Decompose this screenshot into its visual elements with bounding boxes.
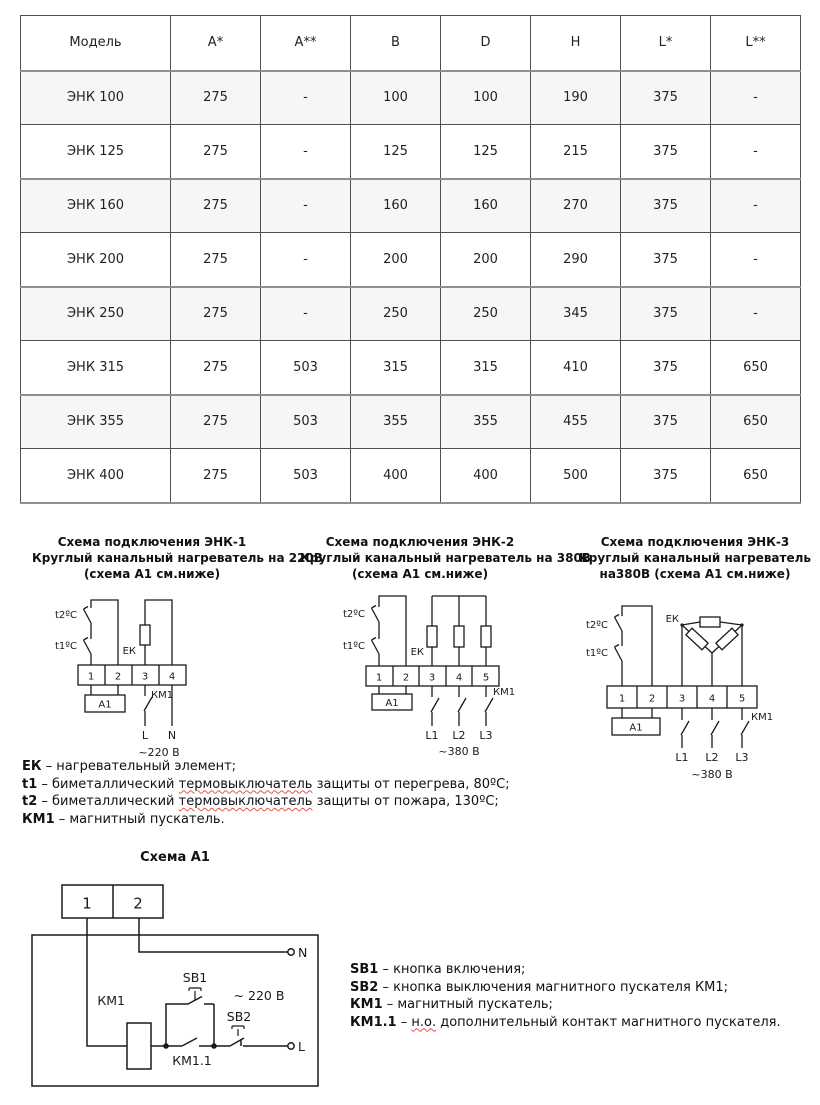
table-header-row [21, 16, 801, 71]
table-cell: 275 [171, 341, 261, 395]
table-cell: 355 [441, 395, 531, 449]
a1-neutral-line [139, 918, 307, 960]
table-row [21, 341, 801, 395]
table-cell: ЭНК 315 [21, 341, 171, 395]
km1-label: КМ1 [97, 993, 125, 1008]
enk3-title-line2: Круглый канальный нагреватель [578, 551, 811, 565]
t2-label: t2ºC [55, 610, 77, 621]
enk2-title-line1: Схема подключения ЭНК-2 [325, 535, 515, 549]
table-cell: ЭНК 100 [21, 71, 171, 125]
table-cell: 355 [351, 395, 441, 449]
table-cell: 125 [441, 125, 531, 179]
enk3-title-line1: Схема подключения ЭНК-3 [600, 535, 790, 549]
heater-element-icon [700, 617, 720, 627]
enk2-title-line3: (схема А1 см.ниже) [351, 567, 489, 581]
table-cell: 375 [621, 71, 711, 125]
enk2-title [300, 534, 591, 582]
table-cell: 190 [531, 71, 621, 125]
table-row [21, 125, 801, 179]
enk1-a1-block [85, 685, 125, 712]
legend-item: КМ1 – магнитный пускатель; [350, 997, 553, 1012]
table-cell: 455 [531, 395, 621, 449]
table-cell: ЭНК 160 [21, 179, 171, 233]
table-cell: 503 [261, 341, 351, 395]
table-cell: 275 [171, 179, 261, 233]
table-cell: - [261, 125, 351, 179]
table-cell: - [261, 233, 351, 287]
table-head [21, 16, 801, 71]
table-header-cell: A* [171, 16, 261, 71]
table-cell: - [261, 71, 351, 125]
phase-l3-label: L3 [735, 751, 749, 764]
enk1-terminal-strip [78, 665, 186, 685]
legend-underlined-word: термовыключатель [178, 776, 313, 792]
legend-item: КМ1.1 – н.о. дополнительный контакт магнитного пускателя. [350, 1014, 781, 1030]
table-cell: - [711, 179, 801, 233]
a1-main-line [87, 918, 217, 1069]
a1-label: А1 [385, 698, 399, 709]
table-header-cell: L* [621, 16, 711, 71]
voltage-label: ~380 В [438, 745, 480, 758]
a1-sb2-and-l [214, 988, 305, 1054]
km1-coil [127, 1023, 151, 1069]
legend-item: КМ1 – магнитный пускатель. [22, 811, 225, 827]
table-cell: - [711, 125, 801, 179]
heater-element-icon [481, 626, 491, 647]
km1-label: КМ1 [151, 690, 174, 701]
table-cell: 315 [441, 341, 531, 395]
table-cell: 375 [621, 395, 711, 449]
enk3-circuit-diagram [580, 598, 820, 786]
legend-term: SB1 [350, 962, 379, 977]
table-cell: 200 [351, 233, 441, 287]
sb2-push-actuator-icon [232, 1026, 244, 1036]
a1-label: А1 [629, 722, 643, 734]
sb1-label: SB1 [182, 970, 208, 985]
enk3-supply [675, 708, 773, 781]
table-cell: 275 [171, 71, 261, 125]
table-cell: - [711, 287, 801, 341]
table-cell: 160 [441, 179, 531, 233]
enk1-title-line1: Схема подключения ЭНК-1 [57, 535, 247, 549]
table-row [21, 233, 801, 287]
table-cell: 375 [621, 125, 711, 179]
phase-l2-label: L2 [705, 751, 719, 764]
table-cell: 503 [261, 395, 351, 449]
terminal-2: 2 [114, 671, 122, 683]
table-row [21, 179, 801, 233]
legend-underlined-word: н.о. [411, 1014, 437, 1030]
table-cell: 345 [531, 287, 621, 341]
voltage-label: ~ 220 В [233, 988, 285, 1003]
legend-term: SB2 [350, 979, 379, 995]
table-cell: 275 [171, 395, 261, 449]
enk3-thermal-switch-loop [586, 606, 652, 686]
enk2-title-line2: Круглый канальный нагреватель на 380В [300, 551, 591, 565]
enk3-title [575, 534, 815, 582]
legend-term: t1 [22, 776, 38, 792]
phase-l3-label: L3 [479, 729, 493, 742]
terminal-1: 1 [618, 693, 626, 705]
table-cell: - [261, 287, 351, 341]
enk1-thermal-switch-loop [55, 600, 118, 665]
table-cell: 290 [531, 233, 621, 287]
terminal-5: 5 [482, 672, 490, 684]
table-cell: 375 [621, 341, 711, 395]
table-cell: 500 [531, 449, 621, 503]
sb2-label: SB2 [226, 1009, 252, 1024]
table-cell: 275 [171, 287, 261, 341]
table-cell: - [711, 233, 801, 287]
phase-l-label: L [298, 1039, 305, 1054]
table-cell: 375 [621, 179, 711, 233]
table-cell: 270 [531, 179, 621, 233]
legend-term: КМ1 [350, 997, 383, 1012]
terminal-1: 1 [82, 894, 92, 913]
ek-label: ЕК [122, 646, 136, 657]
table-cell: ЭНК 200 [21, 233, 171, 287]
table-cell: 375 [621, 287, 711, 341]
enk2-heater-branches [411, 596, 491, 666]
table-cell: - [711, 71, 801, 125]
ek-label: ЕК [665, 614, 679, 625]
terminal-3: 3 [678, 693, 686, 705]
table-cell: 400 [441, 449, 531, 503]
enk1-supply [138, 685, 179, 759]
table-header-cell: L** [711, 16, 801, 71]
t2-label: t2ºC [586, 620, 608, 631]
ek-label: ЕК [410, 647, 424, 658]
phase-l2-label: L2 [452, 729, 466, 742]
heater-element-icon [140, 625, 150, 645]
terminal-3: 3 [428, 672, 436, 684]
table-cell: 410 [531, 341, 621, 395]
table-row [21, 71, 801, 125]
table-header-cell: B [351, 16, 441, 71]
table-cell: 650 [711, 341, 801, 395]
terminal-3: 3 [141, 671, 149, 683]
table-cell: 250 [351, 287, 441, 341]
table-cell: 125 [351, 125, 441, 179]
table-row [21, 449, 801, 503]
voltage-label: ~380 В [691, 768, 733, 781]
enk2-a1-block [372, 686, 412, 710]
table-cell: ЭНК 355 [21, 395, 171, 449]
enk1-circuit-diagram [20, 592, 270, 762]
enk2-terminal-strip [366, 666, 499, 686]
table-cell: 100 [351, 71, 441, 125]
table-cell: 275 [171, 449, 261, 503]
enk2-circuit-diagram [330, 588, 560, 763]
legend-item: t1 – биметаллический термовыключатель защиты от перегрева, 80ºС; [22, 776, 510, 792]
table-header-cell: Модель [21, 16, 171, 71]
table-cell: ЭНК 250 [21, 287, 171, 341]
phase-l-label: L [141, 729, 149, 742]
heater-element-icon [686, 628, 708, 650]
t1-label: t1ºC [55, 641, 77, 652]
terminal-1: 1 [375, 672, 383, 684]
terminal-4: 4 [708, 693, 716, 705]
enk3-terminal-strip [607, 686, 757, 708]
table-cell: 250 [441, 287, 531, 341]
table-cell: 275 [171, 125, 261, 179]
a1-label: А1 [98, 699, 112, 711]
neutral-n-label: N [167, 729, 177, 742]
enk1-title-line2: Круглый канальный нагреватель на 220В [32, 551, 323, 565]
legend-term: ЕК [22, 759, 42, 774]
enk3-delta-heaters [666, 614, 744, 686]
legend-item: SB1 – кнопка включения; [350, 962, 526, 977]
table-cell: 375 [621, 233, 711, 287]
terminal-4: 4 [455, 672, 463, 684]
enk1-title-line3: (схема А1 см.ниже) [83, 567, 221, 581]
dimensions-table [20, 15, 801, 504]
t1-label: t1ºC [586, 648, 608, 659]
km11-label: КМ1.1 [172, 1053, 212, 1068]
phase-l1-label: L1 [425, 729, 439, 742]
enk3-title-line3: на380В (схема А1 см.ниже) [599, 567, 791, 581]
a1-terminal-block [62, 885, 163, 918]
enk2-thermal-switch-loop [343, 596, 406, 666]
terminal-2: 2 [648, 693, 656, 705]
voltage-label: ~220 В [138, 746, 180, 759]
table-body [21, 71, 801, 503]
legend-item: ЕК – нагревательный элемент; [22, 759, 237, 774]
terminal-5: 5 [738, 693, 746, 705]
table-cell: ЭНК 400 [21, 449, 171, 503]
terminal-2: 2 [133, 894, 143, 913]
km11-contact [166, 1038, 214, 1046]
legend-term: КМ1.1 [350, 1014, 397, 1030]
table-cell: 375 [621, 449, 711, 503]
table-header-cell: D [441, 16, 531, 71]
enk3-a1-block [612, 708, 660, 735]
components-legend [22, 758, 510, 828]
table-row [21, 287, 801, 341]
table-cell: 100 [441, 71, 531, 125]
table-header-cell: A** [261, 16, 351, 71]
t2-label: t2ºC [343, 609, 365, 620]
table-row [21, 395, 801, 449]
heater-element-icon [427, 626, 437, 647]
table-cell: 650 [711, 449, 801, 503]
km1-label: КМ1 [493, 687, 516, 698]
neutral-n-label: N [298, 945, 308, 960]
table-cell: - [261, 179, 351, 233]
heater-element-icon [716, 628, 738, 650]
heater-element-icon [454, 626, 464, 647]
enk1-heater-branch [123, 600, 172, 665]
schema-a1-diagram [25, 872, 355, 1094]
table-cell: 400 [351, 449, 441, 503]
enk1-title [32, 534, 323, 582]
legend-term: t2 [22, 794, 38, 809]
enk2-supply [425, 686, 515, 758]
a1-sb1-branch [166, 970, 214, 1046]
table-cell: 503 [261, 449, 351, 503]
terminal-4: 4 [168, 671, 176, 683]
table-header-cell: H [531, 16, 621, 71]
terminal-1: 1 [87, 671, 95, 683]
sb2-contact [214, 1038, 288, 1046]
legend-item: t2 – биметаллический термовыключатель защиты от пожара, 130ºС; [22, 794, 499, 809]
table-cell: ЭНК 125 [21, 125, 171, 179]
schema-a1-legend [350, 961, 781, 1031]
table-cell: 160 [351, 179, 441, 233]
legend-item: SB2 – кнопка выключения магнитного пускателя КМ1; [350, 979, 729, 995]
schema-a1-title: Схема А1 [140, 850, 210, 865]
legend-term: КМ1 [22, 811, 55, 827]
terminal-2: 2 [402, 672, 410, 684]
table-cell: 650 [711, 395, 801, 449]
t1-label: t1ºC [343, 641, 365, 652]
km1-label: КМ1 [751, 712, 774, 723]
phase-l1-label: L1 [675, 751, 689, 764]
legend-underlined-word: термовыключатель [178, 794, 313, 809]
table-cell: 315 [351, 341, 441, 395]
table-cell: 200 [441, 233, 531, 287]
table-cell: 275 [171, 233, 261, 287]
table-cell: 215 [531, 125, 621, 179]
